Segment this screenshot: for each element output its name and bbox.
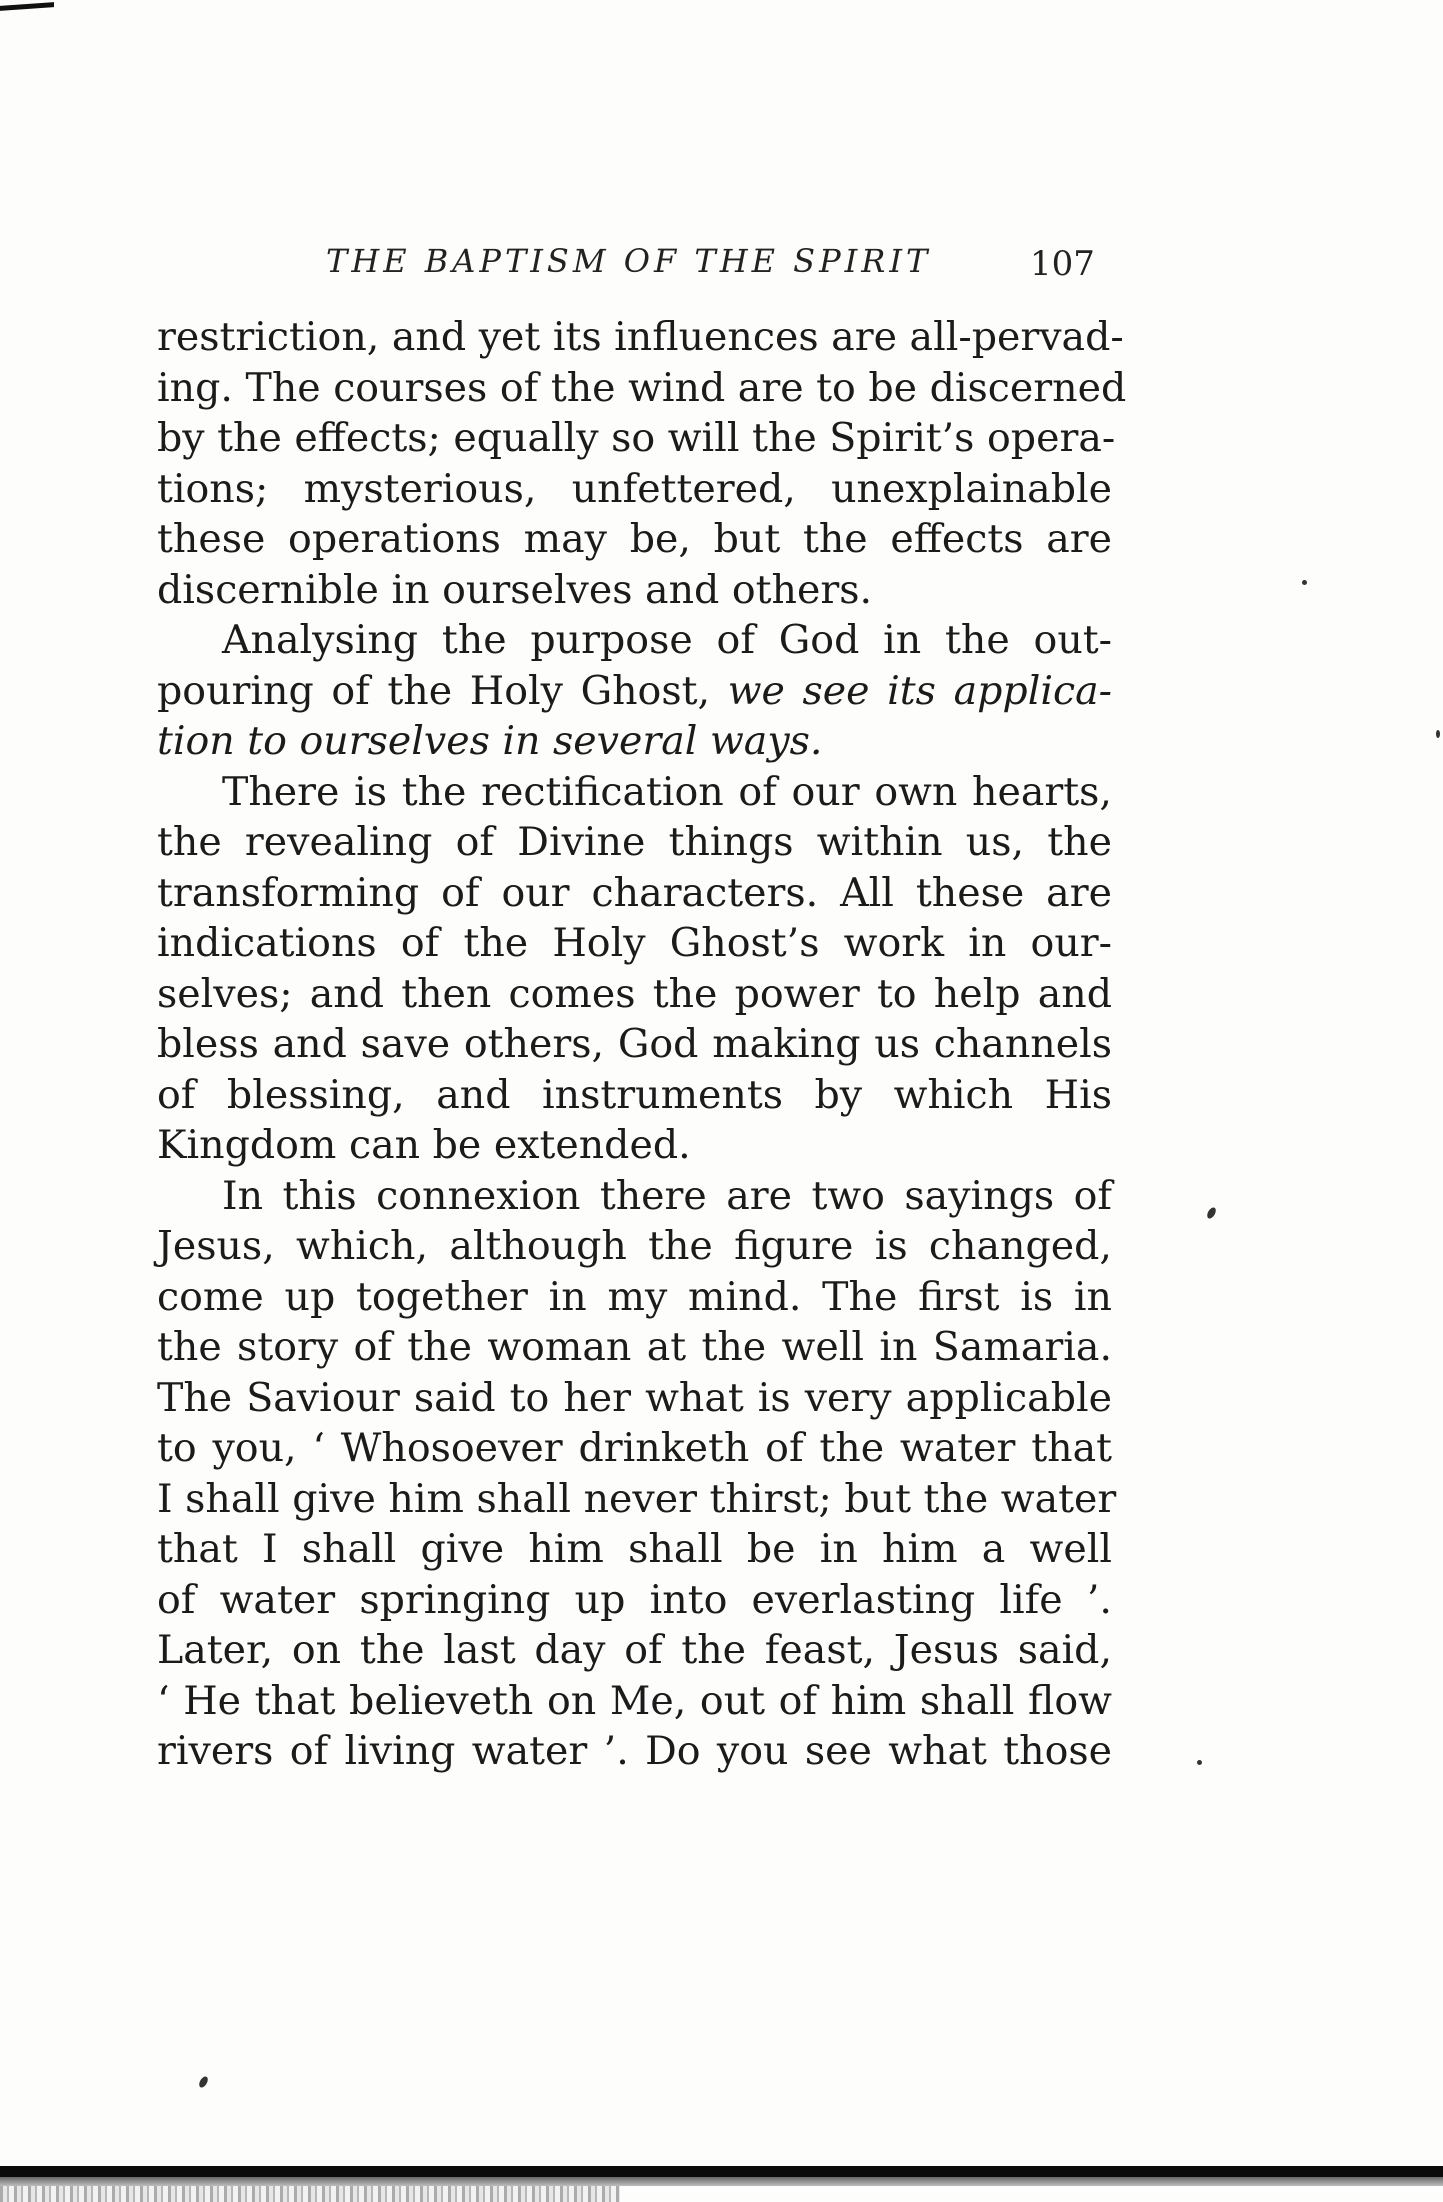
scan-bottom-noise bbox=[0, 2186, 620, 2202]
text-line: tion to ourselves in several ways. bbox=[157, 718, 823, 764]
text-line: Later, on the last day of the feast, Jesus said, bbox=[157, 1627, 1112, 1673]
body-text bbox=[157, 312, 1127, 1777]
text-line: ‘ He that believeth on Me, out of him shall flow bbox=[157, 1677, 1112, 1724]
text-line: indications of the Holy Ghost’s work in our- bbox=[157, 920, 1112, 966]
text-line: the revealing of Divine things within us, the bbox=[157, 819, 1112, 865]
scan-speck bbox=[1197, 1760, 1202, 1765]
scan-speck bbox=[197, 2075, 209, 2089]
text-line: I shall give him shall never thirst; but the water bbox=[157, 1475, 1117, 1522]
text-line: of water springing up into everlasting life ’. bbox=[157, 1576, 1112, 1623]
text-line: to you, ‘ Whosoever drinketh of the water that bbox=[157, 1425, 1112, 1471]
text-line: rivers of living water ’. Do you see what those bbox=[157, 1728, 1112, 1774]
text-line: The Saviour said to her what is very applicable bbox=[157, 1374, 1112, 1421]
text-line: come up together in my mind. The first is in bbox=[157, 1273, 1112, 1320]
text-line: restriction, and yet its influences are all-pervad- bbox=[157, 314, 1124, 360]
text-line: that I shall give him shall be in him a well bbox=[157, 1526, 1112, 1572]
text-line: ing. The courses of the wind are to be discerned bbox=[157, 364, 1127, 411]
text-line: tions; mysterious, unfettered, unexplainable bbox=[157, 465, 1112, 512]
page-number: 107 bbox=[1030, 244, 1095, 284]
text-line: Kingdom can be extended. bbox=[157, 1122, 691, 1168]
scan-corner-mark bbox=[0, 2, 54, 11]
text-line: the story of the woman at the well in Samaria. bbox=[157, 1324, 1112, 1370]
running-title: THE BAPTISM OF THE SPIRIT bbox=[326, 242, 932, 280]
text-line bbox=[157, 615, 1112, 666]
scan-speck bbox=[1205, 1206, 1217, 1220]
text-line: In this connexion there are two sayings of bbox=[222, 1172, 1112, 1219]
text-line-start: Analysing the purpose of God in the out- bbox=[222, 617, 1112, 663]
text-line: selves; and then comes the power to help and bbox=[157, 970, 1112, 1017]
text-line: of blessing, and instruments by which His bbox=[157, 1071, 1112, 1118]
text-line-mixed bbox=[157, 666, 1112, 717]
scan-speck bbox=[1436, 730, 1440, 738]
text-line: bless and save others, God making us channels bbox=[157, 1021, 1112, 1067]
text-line: transforming of our characters. All these are bbox=[157, 869, 1112, 916]
text-line: Jesus, which, although the figure is changed, bbox=[157, 1223, 1112, 1269]
text-italic: we see its applica- bbox=[727, 667, 1112, 714]
text-line: these operations may be, but the effects are bbox=[157, 516, 1112, 562]
text-line: There is the rectification of our own hearts, bbox=[222, 768, 1112, 815]
text-line: discernible in ourselves and others. bbox=[157, 566, 873, 613]
scan-speck bbox=[1302, 580, 1307, 585]
text-roman: pouring of the Holy Ghost, bbox=[157, 667, 711, 714]
text-line: by the effects; equally so will the Spirit’s opera- bbox=[157, 415, 1116, 461]
scan-bottom-edge bbox=[0, 2166, 1443, 2186]
